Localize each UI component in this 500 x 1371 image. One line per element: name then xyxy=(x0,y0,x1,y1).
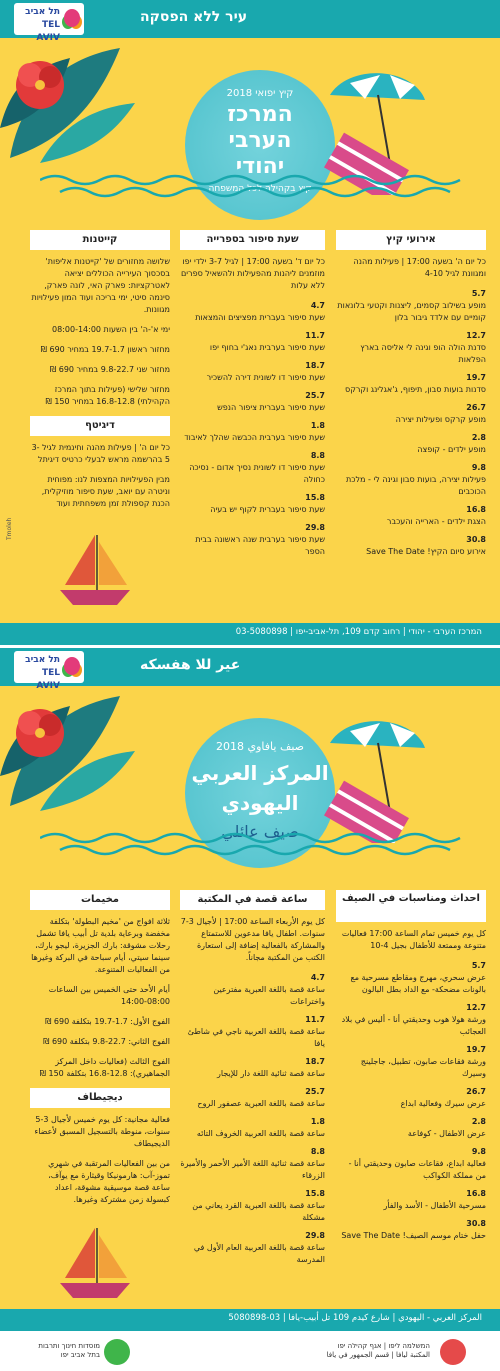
item-text: عرض سحري، مهرج ومقاطع مسرحية مع بالونات مضحكة- مع الداد بطل البالون xyxy=(350,973,486,994)
item-text: فعالية ابداع، فقاعات صابون وحديقتي أنا - من مملكة الكواكب xyxy=(348,1159,486,1180)
item-date: 8.8 xyxy=(310,1147,325,1156)
item-text: ورشة فقاعات صابون، تطبيل، جاجلينج وسيرك xyxy=(360,1057,486,1078)
item-date: 1.8 xyxy=(310,1117,325,1126)
item-date: 26.7 xyxy=(466,1087,486,1096)
paragraph: שלושה מחזורים של 'קייטנות אליפות' בסכסוך העירייה הכוללים יציאה לאטרקציות: פארק האי, לונה פארק, סינמה סיטי, ימי בריכה ועוד המון פעילויות מגוונות. xyxy=(31,257,170,314)
item-date: 2.8 xyxy=(471,1117,486,1126)
paragraph: מחזור ראשון 19.7-1.7 במחיר 690 ₪ xyxy=(40,345,170,354)
item-text: שעת סיפור בעברית לקוף יש בעיה xyxy=(210,505,325,514)
item-date: 25.7 xyxy=(305,391,325,400)
tel-aviv-yafo-logo: תל אביב TEL AVIV xyxy=(14,651,84,683)
hibiscus-flower-icon xyxy=(10,55,70,115)
address-bar xyxy=(0,623,500,645)
paragraph: الفوج الأول: 1.7-19.7 بتكلفة 690 ₪ xyxy=(45,1017,170,1026)
digital-heading: דיגיטף xyxy=(30,416,170,436)
item-text: מופע קרקס ופעילות יצירה xyxy=(395,415,486,424)
item-date: 12.7 xyxy=(466,331,486,340)
story-intro: כל יום ד' בשעה 17:00 | לגיל 3-7 ילדי יפו מוזמנים ליהנות מהפעילות ולהשאיל ספרים ללא עלות xyxy=(180,257,325,290)
item-text: סדנות בועות סבון, תיפוף, ג'אגלינג וקרקס xyxy=(345,385,486,394)
item-date: 4.7 xyxy=(310,973,325,982)
title-main-1: المركز العربي xyxy=(191,761,329,785)
waves-icon xyxy=(40,828,470,858)
item-date: 18.7 xyxy=(305,1057,325,1066)
digital-body xyxy=(30,1114,170,1206)
sailboat-icon xyxy=(55,1223,135,1303)
item-text: عرض سيرك وفعالية ابداع xyxy=(400,1099,486,1108)
item-text: שעת סיפור בערבית הכבשה שהלך לאיבוד xyxy=(184,433,325,442)
camps-heading: مخيمات xyxy=(30,890,170,910)
item-text: حفل ختام موسم الصيف! Save The Date xyxy=(341,1231,486,1240)
logo-flower-icon xyxy=(64,657,80,675)
tel-aviv-yafo-logo: תל אביב TEL AVIV xyxy=(14,3,84,35)
sponsors-footer xyxy=(0,1333,500,1371)
item-text: שעת סיפור בעברית מפציצים והמצאות xyxy=(195,313,325,322)
item-text: ساعة قصة باللغة العربية الخروف التائه xyxy=(196,1129,325,1138)
item-text: פעילות יצירה, בועות סבון וגינה לי - מלכת הכוכבים xyxy=(346,475,486,496)
item-date: 8.8 xyxy=(310,451,325,460)
item-text: מופע ילדים - קופצה xyxy=(417,445,486,454)
item-date: 5.7 xyxy=(471,289,486,298)
paragraph: מבין הפעילויות המצפות לנו: מפוחית וניטרה עם יואב, שעת סיפור מוזיקלית, הכנת קספולת זמן משפחתית ועוד xyxy=(41,475,170,508)
digital-body xyxy=(30,442,170,510)
title-main-2: اليهودي xyxy=(221,791,299,815)
item-date: 25.7 xyxy=(305,1087,325,1096)
item-date: 1.8 xyxy=(310,421,325,430)
item-date: 29.8 xyxy=(305,1231,325,1240)
item-text: عرض الاطفال - كوفاعة xyxy=(407,1129,486,1138)
paragraph: الفوج الثالث (فعاليات داخل المركز الجماهيري): 12.8-16.8 بتكلفة 150 ₪ xyxy=(39,1057,170,1078)
item-text: שעת סיפור דו לשונית נסיך אדום - נסיכה כחולה xyxy=(189,463,325,484)
item-text: אירוע סיום הקיץ! Save The Date xyxy=(366,547,486,556)
item-date: 9.8 xyxy=(471,463,486,472)
item-text: ساعة قصة باللغة العبرية مفترعين واختراعات xyxy=(213,985,325,1006)
events-intro: كل يوم خميس تمام الساعة 17:00 فعاليات متنوعة وممتعة للأطفال بجيل 4-10 xyxy=(341,929,486,950)
paragraph: من بين الفعاليات المرتقبة في شهري تموز-آب: هارمونيكا وقيثارة مع يوآف، ساعة قصة موسيقية مشوقة، اعداد كبسولة زمن مشتركة وغيرها. xyxy=(48,1159,170,1204)
title-main-1: המרכז xyxy=(227,102,293,127)
item-date: 4.7 xyxy=(310,301,325,310)
paragraph: فعالية مجانية: كل يوم خميس لأجيال 3-5 سنوات، منوطة بالتسجيل المسبق لأعضاء الديجيطاف xyxy=(34,1115,170,1148)
events-list xyxy=(336,960,486,1242)
title-season: קיץ יפואי 2018 xyxy=(226,88,294,99)
story-list xyxy=(180,300,325,558)
story-column xyxy=(180,230,325,558)
camps-column xyxy=(30,230,170,518)
item-date: 19.7 xyxy=(466,1045,486,1054)
item-date: 30.8 xyxy=(466,535,486,544)
banner-title: عير للا هفسكه xyxy=(140,657,241,673)
title-main-3: יהודי xyxy=(235,154,285,179)
item-text: הצגת ילדים - הארייה והעכבר xyxy=(386,517,486,526)
title-main-2: הערבי xyxy=(228,128,292,153)
hands-logo-icon xyxy=(440,1339,466,1365)
item-date: 29.8 xyxy=(305,523,325,532)
item-date: 11.7 xyxy=(305,331,325,340)
title-season: صيف يافاوي 2018 xyxy=(216,740,304,753)
item-date: 19.7 xyxy=(466,373,486,382)
flyer-hebrew xyxy=(0,0,500,645)
sponsor-right-line2: المكتبة ليافا | قسم الجمهور في يافا xyxy=(326,1351,430,1359)
item-date: 5.7 xyxy=(471,961,486,970)
item-text: ساعة قصة ثنائية اللغة دار للإيجار xyxy=(217,1069,325,1078)
item-text: ساعة قصة باللغة العبرية عصفور الروح xyxy=(197,1099,325,1108)
sponsor-left-line1: מוסדות חינוך ותרבות xyxy=(38,1342,100,1350)
item-date: 30.8 xyxy=(466,1219,486,1228)
item-text: ساعة قصة باللغة العربية العام الأول في المدرسة xyxy=(193,1243,325,1264)
item-date: 15.8 xyxy=(305,493,325,502)
sponsor-right-line1: המשלמה ליפו | אגף קהילה יפו xyxy=(337,1342,430,1350)
education-logo-icon xyxy=(104,1339,130,1365)
events-intro: כל יום ה' בשעה 17:00 | פעילות מהנה ומגוונת לגיל 4-10 xyxy=(353,257,486,278)
camps-heading: קייטנות xyxy=(30,230,170,250)
title-subtitle: קיץ בקהילה לכל המשפחה xyxy=(208,184,312,194)
item-text: ورشة هولا هوب وحديقتي أنا - أليس في بلاد العجائب xyxy=(341,1015,486,1036)
story-heading: ساعة قصة في المكتبة xyxy=(180,890,325,910)
digital-heading: ديجيطاف xyxy=(30,1088,170,1108)
item-date: 16.8 xyxy=(466,505,486,514)
item-date: 9.8 xyxy=(471,1147,486,1156)
paragraph: أيام الأحد حتى الخميس بين الساعات 08:00-14:00 xyxy=(48,985,170,1006)
flyer-arabic xyxy=(0,648,500,1331)
item-text: ساعة قصة باللغة العبرية القرد يعاني من مشكلة xyxy=(192,1201,325,1222)
paragraph: מחזור שלישי (פעילות בתוך המרכז הקהילתי) 16.8-12.8 במחיר 150 ₪ xyxy=(45,385,170,406)
camps-column xyxy=(30,890,170,1214)
sailboat-icon xyxy=(55,530,135,610)
item-date: 11.7 xyxy=(305,1015,325,1024)
address-text: המרכז הערבי - יהודי | רחוב קדם 109, תל-אביב-יפו | 03-5080898 xyxy=(235,627,482,637)
waves-icon xyxy=(40,170,470,200)
item-text: מופע בשילוב קסמים, ליצנות וקטעי בלונאות קומיים עם אלדד גיבור בלון xyxy=(337,301,486,322)
events-column xyxy=(336,890,486,1242)
item-text: שעת סיפור דו לשונית דירה להשכיר xyxy=(206,373,325,382)
beach-umbrella-icon xyxy=(320,703,430,843)
paragraph: מחזור שני 9.8-22.7 במחיר 690 ₪ xyxy=(49,365,170,374)
item-date: 12.7 xyxy=(466,1003,486,1012)
item-text: ساعة قصة باللغة العربية ناجي في شاطئ يافا xyxy=(187,1027,325,1048)
item-text: סדנת הולה הופ וגינה לי אליסה בארץ הפלאות xyxy=(360,343,486,364)
top-banner xyxy=(0,648,500,691)
top-banner xyxy=(0,0,500,43)
item-text: שעת סיפור בעברית ציפור הנפש xyxy=(217,403,325,412)
item-text: مسرحية الأطفال - الأسد والفأر xyxy=(383,1201,486,1210)
paragraph: כל יום ה' | פעילות מהנה וחינמית לגיל 3-5 בהרשמה מראש לבעלי כרטיס דיגיתל xyxy=(31,443,170,464)
item-date: 2.8 xyxy=(471,433,486,442)
item-date: 16.8 xyxy=(466,1189,486,1198)
story-heading: שעת סיפור בספרייה xyxy=(180,230,325,250)
events-list xyxy=(336,288,486,558)
address-bar xyxy=(0,1309,500,1331)
paragraph: ثلاثة افواج من 'مخيم البطولة' بتكلفة مخفضة وبرعاية بلدية تل أبيب يافا تشمل رحلات مشوقة: بارك الجزيرة، ليجو بارك، سينما سيتي، أيام سباحة في البركة وغيرها من الفعاليات المتنوعة. xyxy=(31,917,170,974)
item-date: 15.8 xyxy=(305,1189,325,1198)
address-text: المركز العربي - اليهودي | شارع كيدم 109 تل أبيب-يافا | 03-5080898 xyxy=(228,1313,482,1323)
paragraph: ימי א'-ה' בין השעות 08:00-14:00 xyxy=(52,325,170,334)
hibiscus-flower-icon xyxy=(10,703,70,763)
item-date: 18.7 xyxy=(305,361,325,370)
banner-title: עיר ללא הפסקה xyxy=(140,9,248,25)
item-text: ساعة قصة ثنائية اللغة الأمير الأحمر والأميرة الزرقاء xyxy=(180,1159,325,1180)
logo-flower-icon xyxy=(64,9,80,27)
story-intro: كل يوم الأربعاء الساعة 17:00 | لأجيال 3-7 سنوات. اطفال يافا مدعوين للاستمتاع والمشاركة بالفعالية إضافة إلى استعارة الكتب من المكتبة مجاناً. xyxy=(180,917,325,962)
side-credit: Tmoleh xyxy=(6,517,13,540)
events-heading: אירועי קיץ xyxy=(336,230,486,250)
item-text: שעת סיפור בערבית נאג'י בחוף יפו xyxy=(209,343,325,352)
item-text: שעת סיפור בערבית שנה ראשונה בבית הספר xyxy=(195,535,325,556)
story-list xyxy=(180,972,325,1266)
paragraph: الفوج الثاني: 22.7-9.8 بتكلفة 690 ₪ xyxy=(43,1037,170,1046)
sponsor-left-line2: בתל אביב יפו xyxy=(60,1351,100,1359)
title-subtitle: صيف عائلي xyxy=(221,822,299,841)
events-heading: احداث ومناسبات في الصيف xyxy=(336,890,486,922)
events-column xyxy=(336,230,486,558)
item-date: 26.7 xyxy=(466,403,486,412)
camps-body xyxy=(30,256,170,408)
camps-body xyxy=(30,916,170,1080)
story-column xyxy=(180,890,325,1266)
